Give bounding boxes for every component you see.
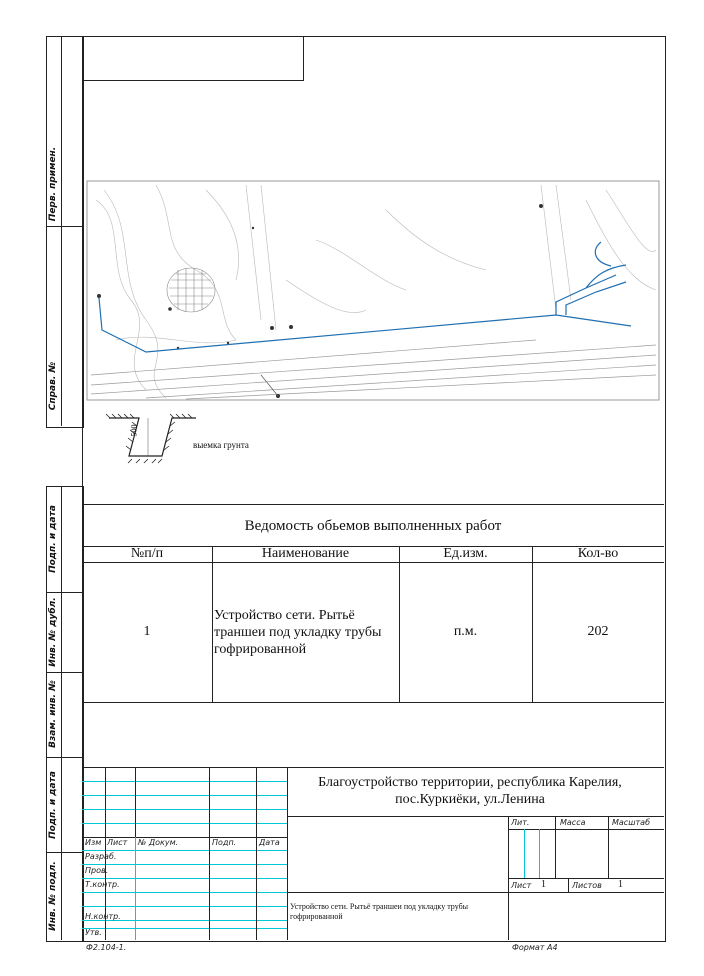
role-razrab: Разраб. bbox=[85, 852, 117, 861]
trench-section-icon bbox=[104, 410, 204, 472]
list-value: 1 bbox=[541, 879, 546, 890]
massa-label: Масса bbox=[560, 818, 586, 827]
role-tkontr: Т.контр. bbox=[85, 880, 120, 889]
top-stamp-box bbox=[82, 36, 304, 81]
side-label-podp-data-2: Подп. и дата bbox=[48, 771, 58, 839]
trench-caption: выемка грунта bbox=[193, 440, 249, 450]
header-num: №п/п bbox=[130, 546, 164, 561]
role-prov: Пров. bbox=[85, 866, 109, 875]
row-unit: п.м. bbox=[453, 624, 478, 639]
side-label-perv-primen: Перв. примен. bbox=[48, 146, 58, 222]
list-label: Лист bbox=[511, 881, 532, 890]
table-title: Ведомость обьемов выполненных работ bbox=[244, 517, 502, 534]
side-label-vzam-inv: Взам. инв. № bbox=[48, 680, 58, 748]
row-num: 1 bbox=[143, 624, 151, 639]
col-header-data: Дата bbox=[259, 838, 280, 847]
header-unit: Ед.изм. bbox=[443, 546, 488, 561]
role-nkontr: Н.контр. bbox=[85, 912, 121, 921]
project-title: Благоустройство территории, республика Карелия, пос.Куркиёки, ул.Ленина bbox=[318, 775, 622, 807]
listov-label: Листов bbox=[572, 881, 602, 890]
row-name: Устройство сети. Рытьё траншеи под укладку трубы гофрированной bbox=[214, 608, 382, 657]
doc-name: Устройство сети. Рытьё траншеи под укладку трубы гофрированной bbox=[290, 902, 469, 921]
lit-label: Лит. bbox=[511, 818, 530, 827]
role-utv: Утв. bbox=[85, 928, 102, 937]
listov-value: 1 bbox=[618, 879, 623, 890]
side-label-sprav-no: Справ. № bbox=[48, 361, 58, 411]
side-label-inv-dubl: Инв. № дубл. bbox=[48, 597, 58, 667]
col-header-izm: Изм bbox=[85, 838, 102, 847]
row-qty: 202 bbox=[587, 624, 609, 639]
col-header-podp: Подп. bbox=[212, 838, 237, 847]
site-plan-drawing bbox=[86, 180, 661, 402]
masshtab-label: Масштаб bbox=[612, 818, 651, 827]
header-name: Наименование bbox=[261, 546, 350, 561]
col-header-doc: № Докум. bbox=[138, 838, 179, 847]
side-label-inv-podl: Инв. № подл. bbox=[48, 861, 58, 931]
header-qty: Кол-во bbox=[577, 546, 619, 561]
format-label: Формат А4 bbox=[512, 943, 558, 952]
depth-label: 500 bbox=[129, 424, 139, 437]
col-header-list: Лист bbox=[107, 838, 128, 847]
form-code: Ф2.104-1. bbox=[86, 943, 127, 952]
side-label-podp-data-1: Подп. и дата bbox=[48, 505, 58, 573]
